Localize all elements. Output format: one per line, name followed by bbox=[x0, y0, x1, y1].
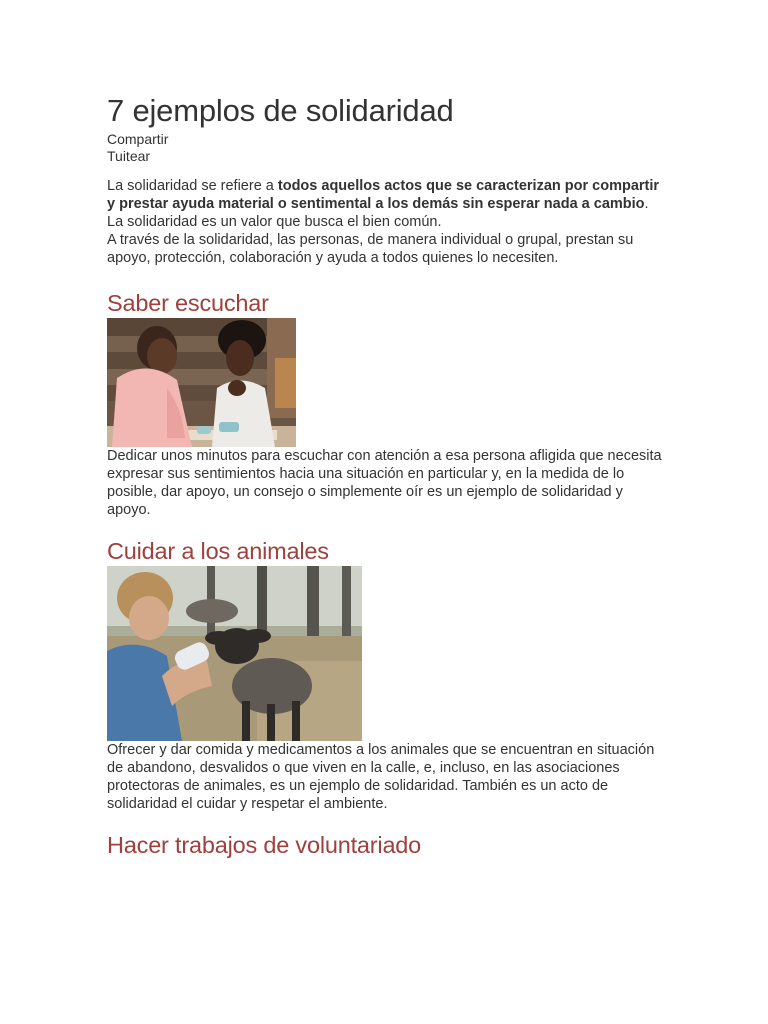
intro-text-end: . La solidaridad es un valor que busca el bien común. bbox=[107, 196, 649, 230]
intro-paragraph bbox=[107, 177, 667, 231]
section-heading-listening: Saber escuchar bbox=[107, 290, 269, 316]
photo-man-feeding-lamb bbox=[107, 566, 362, 741]
tweet-link[interactable]: Tuitear bbox=[107, 148, 151, 164]
photo-illustration bbox=[107, 566, 362, 741]
section-text-animals: Ofrecer y dar comida y medicamentos a los animales que se encuentran en situación de abandono, desvalidos o que viven en la calle, e, incluso, en las asociaciones protectoras de animales, es un ejemplo de solidaridad. También es un acto de solidaridad el cuidar y respetar el ambiente. bbox=[107, 742, 655, 812]
section-heading-volunteering: Hacer trabajos de voluntariado bbox=[107, 832, 422, 858]
section-heading-animals: Cuidar a los animales bbox=[107, 538, 329, 564]
intro-bold-text: todos aquellos actos que se caracterizan por compartir y prestar ayuda material o sentimental a los demás sin esperar nada a cambio bbox=[107, 178, 660, 212]
photo-illustration bbox=[107, 318, 296, 447]
photo-two-people-talking bbox=[107, 318, 296, 447]
article bbox=[107, 92, 667, 859]
section-text-listening: Dedicar unos minutos para escuchar con atención a esa persona afligida que necesita expresar sus sentimientos hacia una situación en particular y, en la medida de lo posible, dar apoyo, un consejo o simplemente oír es un ejemplo de solidaridad y apoyo. bbox=[107, 448, 662, 518]
intro-text-start: La solidaridad se refiere a bbox=[107, 178, 278, 194]
page-title: 7 ejemplos de solidaridad bbox=[107, 93, 454, 128]
share-link[interactable]: Compartir bbox=[107, 131, 169, 147]
intro-paragraph-2: A través de la solidaridad, las personas, de manera individual o grupal, prestan su apoyo, protección, colaboración y ayuda a todos quienes lo necesiten. bbox=[107, 232, 634, 266]
